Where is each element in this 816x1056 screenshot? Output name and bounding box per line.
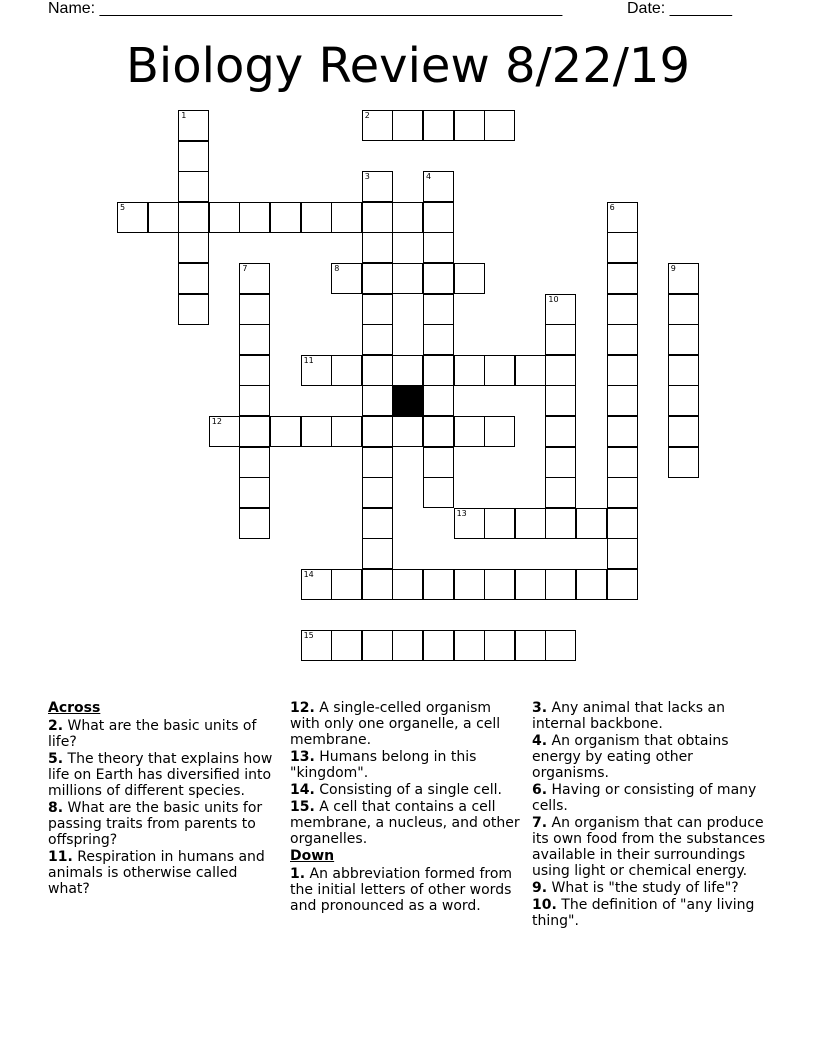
grid-cell[interactable] (545, 630, 576, 661)
clue-number: 14 (303, 570, 314, 579)
grid-cell[interactable] (668, 447, 699, 478)
grid-cell[interactable] (607, 416, 638, 447)
clues-column-2 (290, 700, 522, 915)
grid-cell[interactable] (607, 508, 638, 539)
grid-cell[interactable] (423, 324, 454, 355)
down-clue-6: 6. Having or consisting of many cells. (532, 782, 757, 814)
grid-cell[interactable] (178, 110, 209, 141)
clue-number: 13 (456, 508, 467, 518)
clue-number: 3 (364, 172, 370, 182)
date-field-label: Date: _______ (627, 0, 732, 17)
grid-cell[interactable] (362, 324, 393, 355)
clue-number: 10 (548, 294, 559, 304)
clue-number: 6 (609, 202, 615, 212)
grid-cell[interactable] (545, 416, 576, 447)
grid-cell[interactable] (392, 630, 423, 661)
grid-cell[interactable] (362, 232, 393, 263)
grid-cell-black (392, 385, 423, 416)
grid-cell[interactable] (209, 416, 240, 447)
grid-cell[interactable] (484, 416, 515, 447)
grid-cell[interactable] (545, 508, 576, 539)
grid-cell[interactable] (239, 355, 270, 386)
grid-cell[interactable] (362, 508, 393, 539)
across-clue-13: 13. Humans belong in this "kingdom". (290, 749, 477, 781)
grid-cell[interactable] (484, 355, 515, 386)
down-clue-1: 1. An abbreviation formed from the initial letters of other words and pronounced as a word. (290, 866, 513, 914)
grid-cell[interactable] (239, 263, 270, 294)
clues-column-3 (532, 700, 768, 930)
grid-cell[interactable] (178, 294, 209, 325)
grid-cell[interactable] (331, 202, 362, 233)
down-heading: Down (290, 848, 335, 864)
grid-cell[interactable] (484, 630, 515, 661)
grid-cell[interactable] (607, 263, 638, 294)
clues-column-1 (48, 700, 276, 898)
grid-cell[interactable] (239, 294, 270, 325)
grid-cell[interactable] (423, 171, 454, 202)
grid-cell[interactable] (331, 569, 362, 600)
clue-number: 15 (303, 631, 314, 641)
grid-cell[interactable] (607, 355, 638, 386)
grid-cell[interactable] (423, 569, 454, 600)
grid-cell[interactable] (607, 447, 638, 478)
grid-cell[interactable] (454, 508, 485, 539)
grid-cell[interactable] (545, 447, 576, 478)
grid-cell[interactable] (392, 355, 423, 386)
grid-cell[interactable] (545, 477, 576, 508)
grid-cell[interactable] (178, 141, 209, 172)
grid-cell[interactable] (392, 569, 423, 600)
clue-number: 1 (181, 111, 187, 120)
grid-cell[interactable] (423, 294, 454, 325)
grid-cell[interactable] (362, 202, 393, 233)
grid-cell[interactable] (331, 263, 362, 294)
grid-cell[interactable] (423, 477, 454, 508)
grid-cell[interactable] (362, 355, 393, 386)
clue-number: 7 (242, 264, 248, 273)
down-clue-4: 4. An organism that obtains energy by eating other organisms. (532, 733, 729, 781)
grid-cell[interactable] (239, 477, 270, 508)
across-clue-15: 15. A cell that contains a cell membrane, a nucleus, and other organelles. (290, 799, 520, 847)
grid-cell[interactable] (423, 385, 454, 416)
grid-cell[interactable] (668, 416, 699, 447)
grid-cell[interactable] (239, 508, 270, 539)
grid-cell[interactable] (362, 569, 393, 600)
grid-cell[interactable] (423, 263, 454, 294)
grid-cell[interactable] (331, 630, 362, 661)
grid-cell[interactable] (515, 569, 546, 600)
grid-cell[interactable] (607, 294, 638, 325)
grid-cell[interactable] (668, 294, 699, 325)
grid-cell[interactable] (362, 294, 393, 325)
across-clue-11: 11. Respiration in humans and animals is otherwise called what? (48, 849, 265, 897)
grid-cell[interactable] (239, 447, 270, 478)
grid-cell[interactable] (117, 202, 148, 233)
down-clue-10: 10. The definition of "any living thing". (532, 897, 755, 929)
across-clue-12: 12. A single-celled organism with only one organelle, a cell membrane. (290, 700, 501, 748)
down-clue-7: 7. An organism that can produce its own food from the substances available in their surroundings using light or chemical energy. (532, 815, 766, 879)
grid-cell[interactable] (301, 202, 332, 233)
grid-cell[interactable] (423, 630, 454, 661)
grid-cell[interactable] (454, 416, 485, 447)
grid-cell[interactable] (515, 630, 546, 661)
clue-number: 5 (120, 202, 126, 212)
grid-cell[interactable] (545, 569, 576, 600)
clue-number: 4 (426, 172, 432, 182)
grid-cell[interactable] (515, 355, 546, 386)
grid-cell[interactable] (362, 171, 393, 202)
clue-number: 12 (211, 417, 222, 426)
down-clue-9: 9. What is "the study of life"? (532, 880, 739, 896)
grid-cell[interactable] (178, 171, 209, 202)
grid-cell[interactable] (362, 385, 393, 416)
grid-cell[interactable] (301, 355, 332, 386)
grid-cell[interactable] (178, 263, 209, 294)
grid-cell[interactable] (607, 324, 638, 355)
grid-cell[interactable] (668, 324, 699, 355)
across-clue-8: 8. What are the basic units for passing traits from parents to offspring? (48, 800, 263, 848)
grid-cell[interactable] (423, 232, 454, 263)
grid-cell[interactable] (515, 508, 546, 539)
grid-cell[interactable] (423, 202, 454, 233)
grid-cell[interactable] (331, 355, 362, 386)
grid-cell[interactable] (668, 263, 699, 294)
grid-cell[interactable] (423, 447, 454, 478)
clue-number: 2 (364, 111, 370, 120)
grid-cell[interactable] (545, 385, 576, 416)
clue-number: 11 (303, 355, 314, 365)
grid-cell[interactable] (392, 263, 423, 294)
across-clue-2: 2. What are the basic units of life? (48, 718, 257, 750)
grid-cell[interactable] (454, 263, 485, 294)
grid-cell[interactable] (270, 202, 301, 233)
grid-cell[interactable] (301, 630, 332, 661)
grid-cell[interactable] (576, 569, 607, 600)
grid-cell[interactable] (148, 202, 179, 233)
grid-cell[interactable] (484, 569, 515, 600)
grid-cell[interactable] (423, 110, 454, 141)
grid-cell[interactable] (362, 447, 393, 478)
grid-cell[interactable] (392, 416, 423, 447)
grid-cell[interactable] (239, 324, 270, 355)
grid-cell[interactable] (362, 630, 393, 661)
grid-cell[interactable] (178, 202, 209, 233)
name-field-label: Name: ____________________________________________________ (48, 0, 563, 17)
grid-cell[interactable] (607, 202, 638, 233)
grid-cell[interactable] (607, 538, 638, 569)
grid-cell[interactable] (239, 202, 270, 233)
grid-cell[interactable] (362, 538, 393, 569)
grid-cell[interactable] (362, 263, 393, 294)
grid-cell[interactable] (668, 355, 699, 386)
grid-cell[interactable] (362, 477, 393, 508)
grid-cell[interactable] (209, 202, 240, 233)
grid-cell[interactable] (607, 232, 638, 263)
grid-cell[interactable] (484, 508, 515, 539)
across-clue-14: 14. Consisting of a single cell. (290, 782, 502, 798)
page-title: Biology Review 8/22/19 (125, 38, 691, 94)
grid-cell[interactable] (668, 385, 699, 416)
grid-cell[interactable] (454, 110, 485, 141)
grid-cell[interactable] (392, 110, 423, 141)
grid-cell[interactable] (423, 355, 454, 386)
across-heading: Across (48, 700, 101, 716)
grid-cell[interactable] (331, 416, 362, 447)
grid-cell[interactable] (270, 416, 301, 447)
clue-number: 8 (334, 264, 340, 273)
grid-cell[interactable] (607, 385, 638, 416)
down-clue-3: 3. Any animal that lacks an internal backbone. (532, 700, 725, 732)
clue-number: 9 (670, 264, 676, 273)
grid-cell[interactable] (545, 355, 576, 386)
grid-cell[interactable] (392, 202, 423, 233)
grid-cell[interactable] (484, 110, 515, 141)
grid-cell[interactable] (607, 477, 638, 508)
grid-cell[interactable] (362, 416, 393, 447)
grid-cell[interactable] (362, 110, 393, 141)
grid-cell[interactable] (545, 294, 576, 325)
grid-cell[interactable] (301, 416, 332, 447)
grid-cell[interactable] (607, 569, 638, 600)
grid-cell[interactable] (454, 569, 485, 600)
grid-cell[interactable] (239, 416, 270, 447)
across-clue-5: 5. The theory that explains how life on Earth has diversified into millions of different species. (48, 751, 273, 799)
grid-cell[interactable] (239, 385, 270, 416)
grid-cell[interactable] (576, 508, 607, 539)
grid-cell[interactable] (178, 232, 209, 263)
grid-cell[interactable] (454, 630, 485, 661)
grid-cell[interactable] (545, 324, 576, 355)
grid-cell[interactable] (454, 355, 485, 386)
grid-cell[interactable] (301, 569, 332, 600)
grid-cell[interactable] (423, 416, 454, 447)
